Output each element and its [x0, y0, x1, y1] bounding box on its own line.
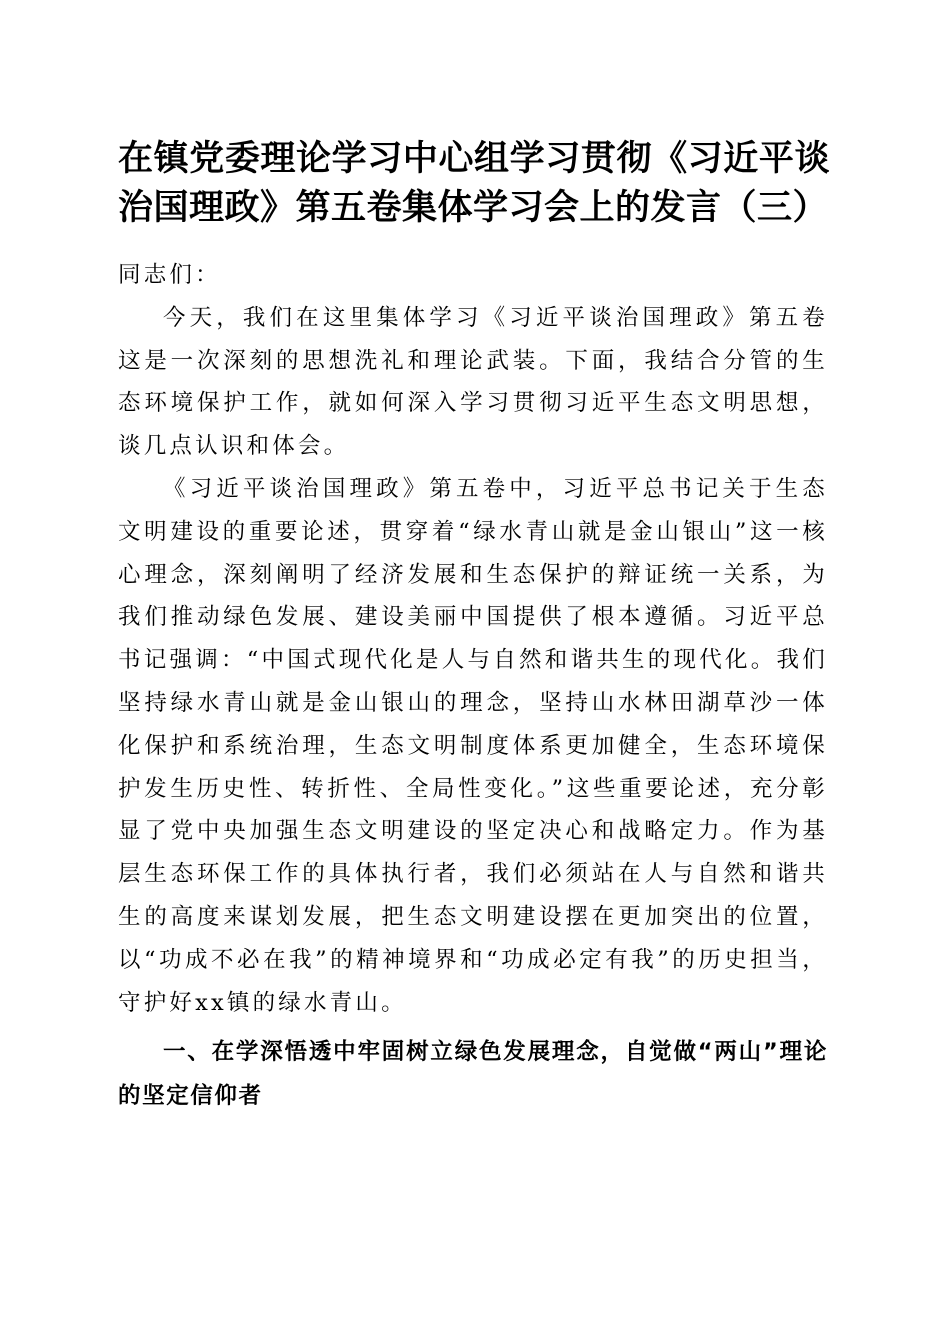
- section-heading: 一、在学深悟透中牢固树立绿色发展理念，自觉做“两山”理论的坚定信仰者: [118, 1039, 828, 1110]
- paragraph-main: 《习近平谈治国理政》第五卷中，习近平总书记关于生态文明建设的重要论述，贯穿着“绿水青山就是金山银山”这一核心理念，深刻阐明了经济发展和生态保护的辩证统一关系，为我们推动绿色发展、建设美丽中国提供了根本遵循。习近平总书记强调：“中国式现代化是人与自然和谐共生的现代化。我们坚持绿水青山就是金山银山的理念，坚持山水林田湖草沙一体化保护和系统治理，生态文明制度体系更加健全，生态环境保护发生历史性、转折性、全局性变化。”这些重要论述，充分彰显了党中央加强生态文明建设的坚定决心和战略定力。作为基层生态环保工作的具体执行者，我们必须站在人与自然和谐共生的高度来谋划发展，把生态文明建设摆在更加突出的位置，以“功成不必在我”的精神境界和“功成必定有我”的历史担当，守护好xx镇的绿水青山。: [118, 475, 828, 1016]
- paragraph-intro: 今天，我们在这里集体学习《习近平谈治国理政》第五卷这是一次深刻的思想洗礼和理论武装。下面，我结合分管的生态环境保护工作，就如何深入学习贯彻习近平生态文明思想，谈几点认识和体会。: [118, 304, 828, 460]
- document-body: [118, 254, 828, 1118]
- salutation: 同志们：: [118, 262, 221, 288]
- document-title: 在镇党委理论学习中心组学习贯彻《习近平谈治国理政》第五卷集体学习会上的发言（三）: [118, 138, 830, 228]
